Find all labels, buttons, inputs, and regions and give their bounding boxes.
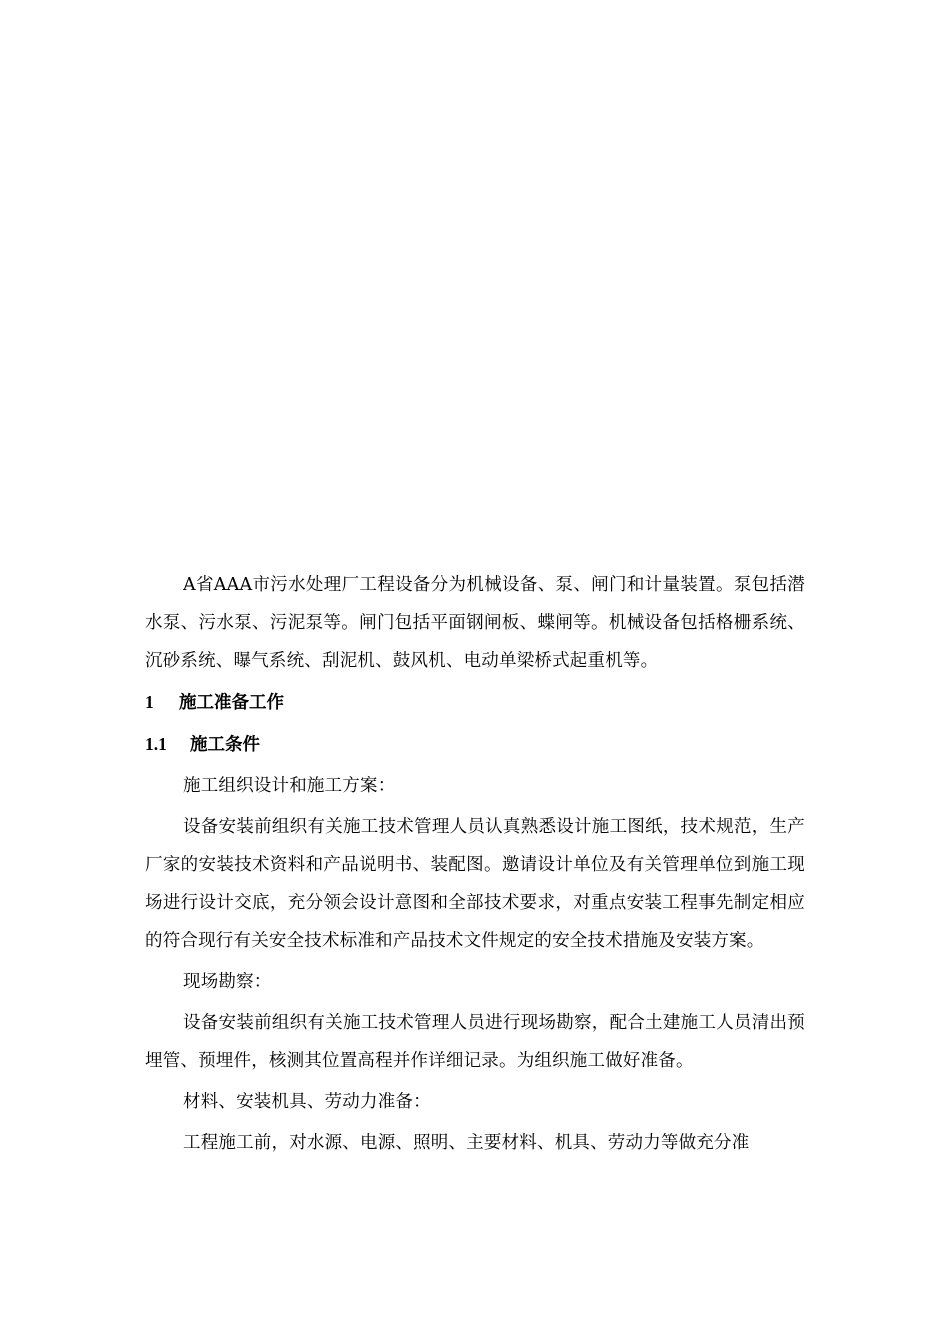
section-number: 1 xyxy=(145,692,154,712)
site-survey-label: 现场勘察： xyxy=(183,972,272,992)
design-plan-paragraph: 设备安装前组织有关施工技术管理人员认真熟悉设计施工图纸，技术规范，生产厂家的安装技术资料和产品说明书、装配图。邀请设计单位及有关管理单位到施工现场进行设计交底，充分领会设计意图和全部技术要求，对重点安装工程事先制定相应的符合现行有关安全技术标准和产品技术文件规定的安全技术措施及安装方案。 xyxy=(145,817,805,951)
section-title: 施工准备工作 xyxy=(179,693,284,713)
section-number: 1.1 xyxy=(145,734,167,754)
document-body xyxy=(145,566,805,1162)
site-survey-paragraph: 设备安装前组织有关施工技术管理人员进行现场勘察，配合土建施工人员清出预埋管、预埋件，核测其位置高程并作详细记录。为组织施工做好准备。 xyxy=(145,1013,805,1071)
design-plan-label: 施工组织设计和施工方案： xyxy=(183,776,396,796)
section-heading-1 xyxy=(145,683,805,722)
section-title: 施工条件 xyxy=(190,735,260,755)
section-heading-1-1 xyxy=(145,725,805,764)
intro-paragraph: A省AAA市污水处理厂工程设备分为机械设备、泵、闸门和计量装置。泵包括潜水泵、污水泵、污泥泵等。闸门包括平面钢闸板、蝶闸等。机械设备包括格栅系统、沉砂系统、曝气系统、刮泥机、鼓风机、电动单梁桥式起重机等。 xyxy=(145,575,805,671)
materials-paragraph: 工程施工前，对水源、电源、照明、主要材料、机具、劳动力等做充分准 xyxy=(183,1133,750,1153)
materials-label: 材料、安装机具、劳动力准备： xyxy=(183,1092,431,1112)
